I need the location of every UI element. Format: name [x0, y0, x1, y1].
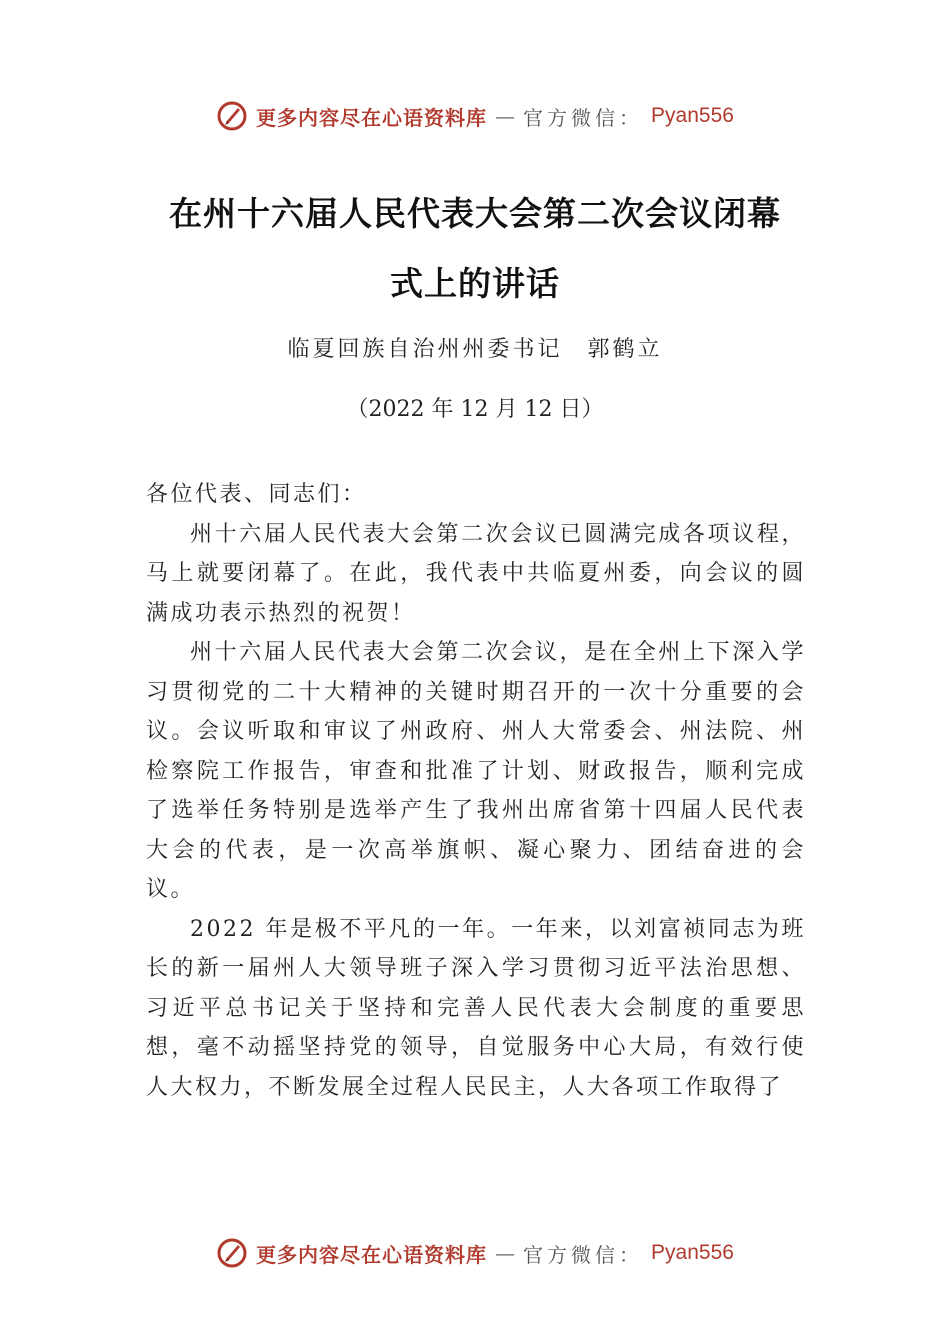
- banner-account: Pyan556: [651, 1241, 734, 1264]
- salutation: 各位代表、同志们：: [146, 482, 367, 507]
- paragraph: 2022 年是极不平凡的一年。一年来，以刘富祯同志为班长的新一届州人大领导班子深入学习贯彻习近平法治思想、 习近平总书记关于坚持和完善人民代表大会制度的重要思想，毫不动摇坚持党的领导，自觉服务中心大局，有效行使人大权力，不断发展全过程人民民主，人大各项工作取得了: [146, 916, 806, 1100]
- banner-dash: —: [495, 1241, 516, 1265]
- header-banner: [0, 96, 950, 136]
- banner-label: 官方微信：: [523, 1242, 644, 1267]
- document-date: （2022 年 12 月 12 日）: [346, 397, 604, 422]
- banner-dash: —: [495, 104, 516, 128]
- document-title-line1: 在州十六届人民代表大会第二次会议闭幕: [169, 194, 781, 233]
- paragraph: 州十六届人民代表大会第二次会议，是在全州上下深入学习贯彻党的二十大精神的关键时期召开的一次十分重要的会议。会议听取和审议了州政府、州人大常委会、州法院、州检察院工作报告，审查和批准了计划、财政报告，顺利完成了选举任务特别是选举产生了我州出席省第十四届人民代表大会的代表，是一次高举旗帜、凝心聚力、团结奋进的会议。: [146, 640, 806, 902]
- banner-brand: 更多内容尽在心语资料库: [256, 105, 488, 130]
- banner-account: Pyan556: [651, 104, 734, 127]
- document-title-line2: 式上的讲话: [390, 264, 560, 303]
- banner-brand: 更多内容尽在心语资料库: [256, 1242, 488, 1267]
- quill-seal-icon: [216, 1237, 248, 1269]
- document-body: [146, 475, 806, 1107]
- banner-label: 官方微信：: [523, 105, 644, 130]
- paragraph: 州十六届人民代表大会第二次会议已圆满完成各项议程，马上就要闭幕了。在此，我代表中共临夏州委，向会议的圆满成功表示热烈的祝贺！: [146, 521, 806, 626]
- document-author: 临夏回族自治州州委书记 郭鹤立: [287, 337, 663, 362]
- quill-seal-icon: [216, 100, 248, 132]
- footer-banner: [0, 1233, 950, 1273]
